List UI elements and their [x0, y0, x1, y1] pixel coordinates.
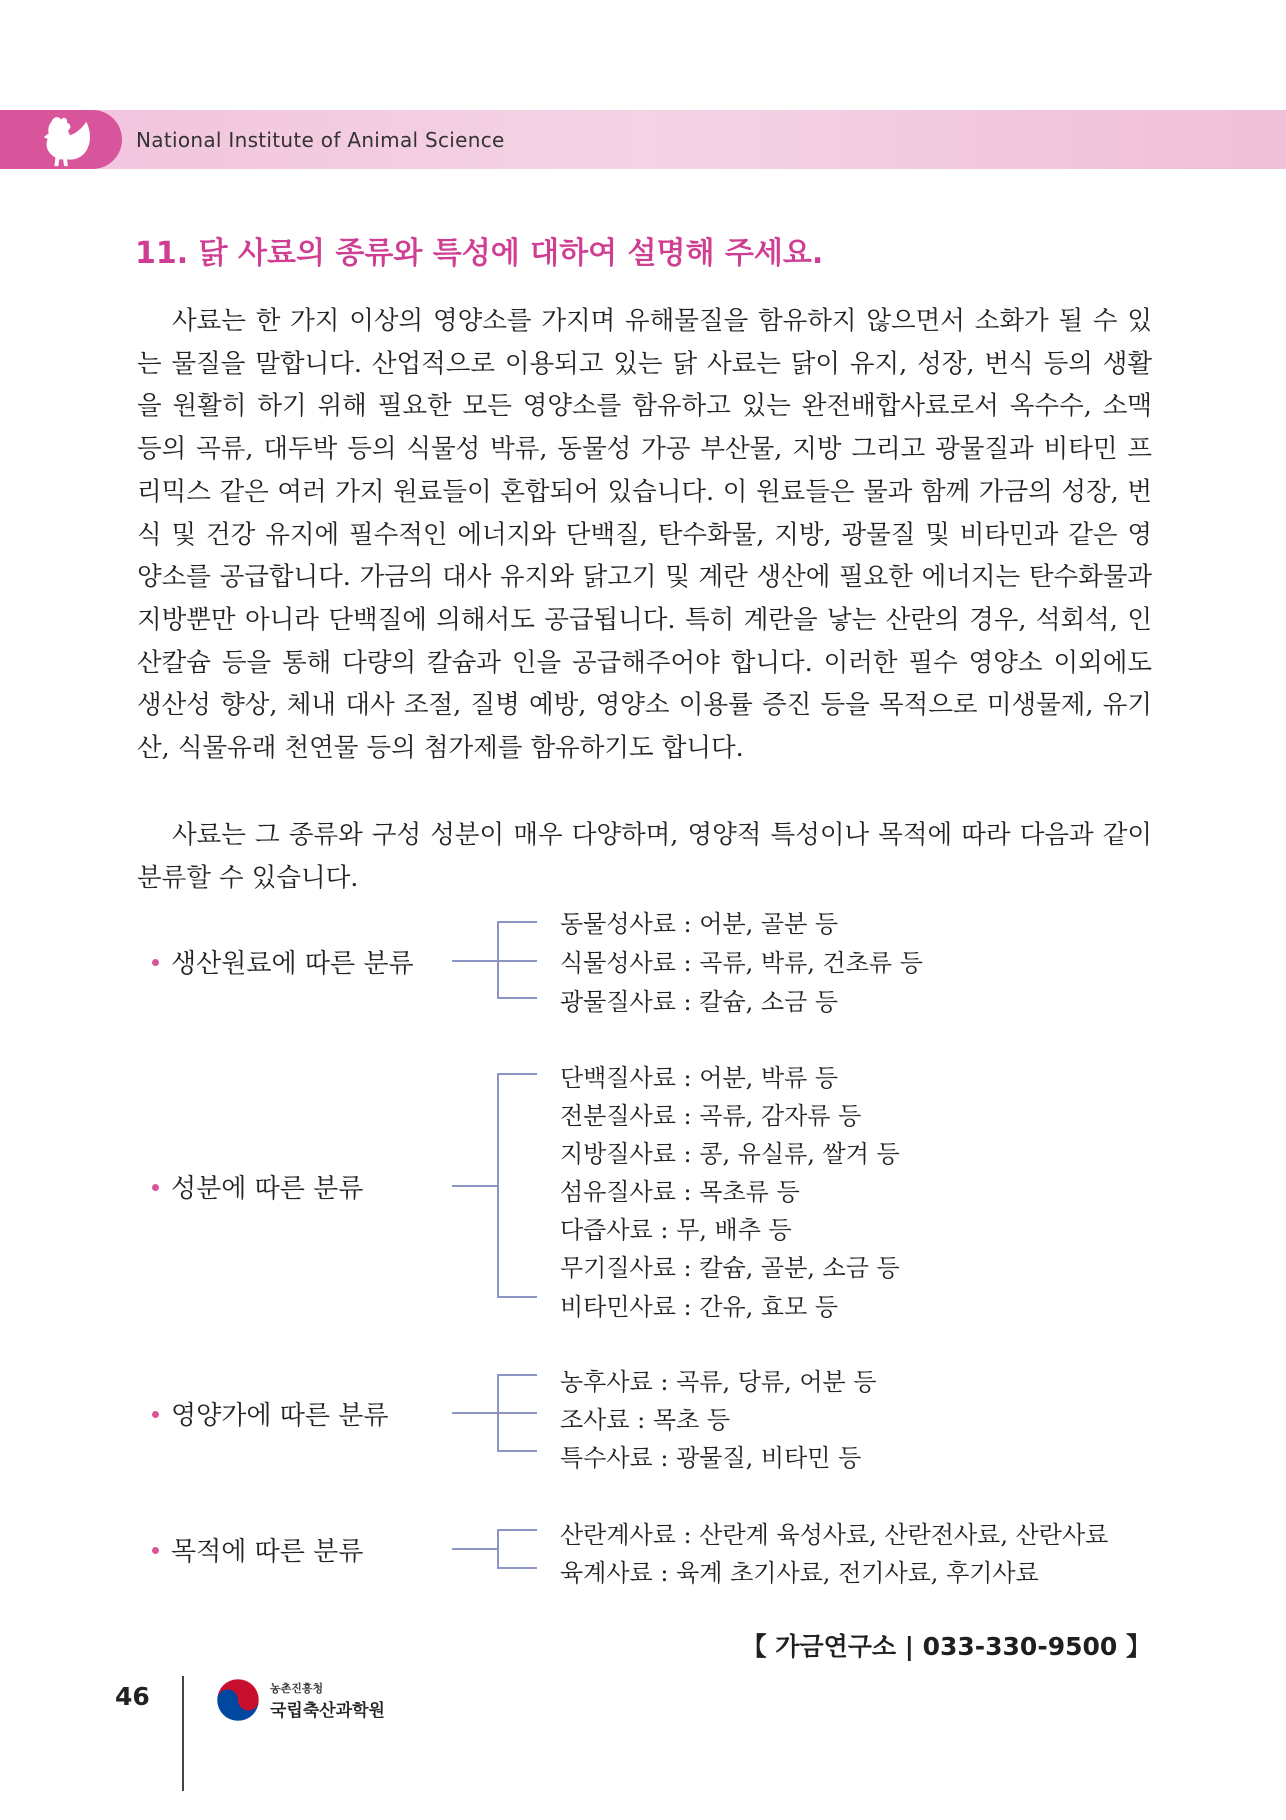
paragraph-1: 사료는 한 가지 이상의 영양소를 가지며 유해물질을 함유하지 않으면서 소화가 될 수 있는 물질을 말합니다. 산업적으로 이용되고 있는 닭 사료는 닭이 유지, 성장, 번식 등의 생활을 원활히 하기 위해 필요한 모든 영양소를 함유하고 있는 완전배합사료로서 옥수수, 소맥 등의 곡류, 대두박 등의 식물성 박류, 동물성 가공 부산물, 지방 그리고 광물질과 비타민 프리믹스 같은 여러 가지 원료들이 혼합되어 있습니다. 이 원료들은 물과 함께 가금의 성장, 번식 및 건강 유지에 필수적인 에너지와 단백질, 탄수화물, 지방, 광물질 및 비타민과 같은 영양소를 공급합니다. 가금의 대사 유지와 닭고기 및 계란 생산에 필요한 에너지는 탄수화물과 지방뿐만 아니라 단백질에 의해서도 공급됩니다. 특히 계란을 낳는 산란의 경우, 석회석, 인산칼슘 등을 통해 다량의 칼슘과 인을 공급해주어야 합니다. 이러한 필수 영양소 이외에도 생산성 향상, 체내 대사 조절, 질병 예방, 영양소 이용률 증진 등을 목적으로 미생물제, 유기산, 식물유래 천연물 등의 첨가제를 함유하기도 합니다. — [137, 306, 1152, 764]
category-label-purpose — [152, 1531, 363, 1568]
classification-item: 전분질사료 : 곡류, 감자류 등 — [560, 1102, 862, 1130]
bullet-dot — [152, 1547, 159, 1554]
org-name: 국립축산과학원 — [270, 1701, 385, 1721]
tree-bracket — [497, 1529, 499, 1568]
org-parent-name: 농촌진흥청 — [270, 1682, 324, 1695]
taegeuk-logo-icon — [216, 1678, 260, 1722]
paragraph-2: 사료는 그 종류와 구성 성분이 매우 다양하며, 영양적 특성이나 목적에 따라 다음과 같이 분류할 수 있습니다. — [137, 820, 1152, 893]
classification-item: 동물성사료 : 어분, 골분 등 — [560, 910, 839, 938]
category-label-source — [152, 943, 414, 980]
bullet-dot — [152, 1411, 159, 1418]
tree-connector — [452, 1412, 497, 1414]
bullet-dot — [152, 959, 159, 966]
category-text: 생산원료에 따른 분류 — [171, 949, 414, 979]
chicken-icon — [38, 114, 96, 170]
classification-item: 무기질사료 : 칼슘, 골분, 소금 등 — [560, 1254, 900, 1282]
bullet-dot — [152, 1184, 159, 1191]
classification-item: 다즙사료 : 무, 배추 등 — [560, 1216, 792, 1244]
category-label-composition — [152, 1168, 363, 1205]
tree-connector — [452, 960, 497, 962]
classification-item: 특수사료 : 광물질, 비타민 등 — [560, 1444, 862, 1472]
tree-branch — [497, 1529, 537, 1531]
classification-item: 비타민사료 : 간유, 효모 등 — [560, 1293, 839, 1321]
contact-info: 【 가금연구소 | 033-330-9500 】 — [741, 1632, 1151, 1661]
category-label-nutrition — [152, 1395, 388, 1432]
footer-divider — [182, 1676, 184, 1791]
tree-branch — [497, 921, 537, 923]
classification-item: 식물성사료 : 곡류, 박류, 건초류 등 — [560, 949, 923, 977]
classification-item: 광물질사료 : 칼슘, 소금 등 — [560, 988, 839, 1016]
tree-branch — [497, 1296, 537, 1298]
classification-item: 조사료 : 목초 등 — [560, 1406, 731, 1434]
category-text: 성분에 따른 분류 — [171, 1174, 364, 1204]
tree-branch — [497, 997, 537, 999]
tree-branch — [497, 1412, 537, 1414]
tree-branch — [497, 1374, 537, 1376]
classification-item: 단백질사료 : 어분, 박류 등 — [560, 1064, 839, 1092]
section-title: 11. 닭 사료의 종류와 특성에 대하여 설명해 주세요. — [135, 236, 824, 271]
category-text: 영양가에 따른 분류 — [171, 1401, 389, 1431]
tree-branch — [497, 960, 537, 962]
classification-item: 산란계사료 : 산란계 육성사료, 산란전사료, 산란사료 — [560, 1521, 1109, 1549]
classification-item: 농후사료 : 곡류, 당류, 어분 등 — [560, 1368, 877, 1396]
tree-branch — [497, 1073, 537, 1075]
header-subtitle: National Institute of Animal Science — [136, 128, 505, 152]
tree-branch — [497, 1567, 537, 1569]
classification-item: 섬유질사료 : 목초류 등 — [560, 1178, 800, 1206]
tree-bracket — [497, 1073, 499, 1297]
classification-item: 지방질사료 : 콩, 유실류, 쌀겨 등 — [560, 1140, 900, 1168]
tree-connector — [452, 1548, 497, 1550]
tree-branch — [497, 1450, 537, 1452]
category-text: 목적에 따른 분류 — [171, 1537, 364, 1567]
classification-item: 육계사료 : 육계 초기사료, 전기사료, 후기사료 — [560, 1559, 1039, 1587]
page-number: 46 — [115, 1682, 150, 1711]
tree-connector — [452, 1185, 497, 1187]
